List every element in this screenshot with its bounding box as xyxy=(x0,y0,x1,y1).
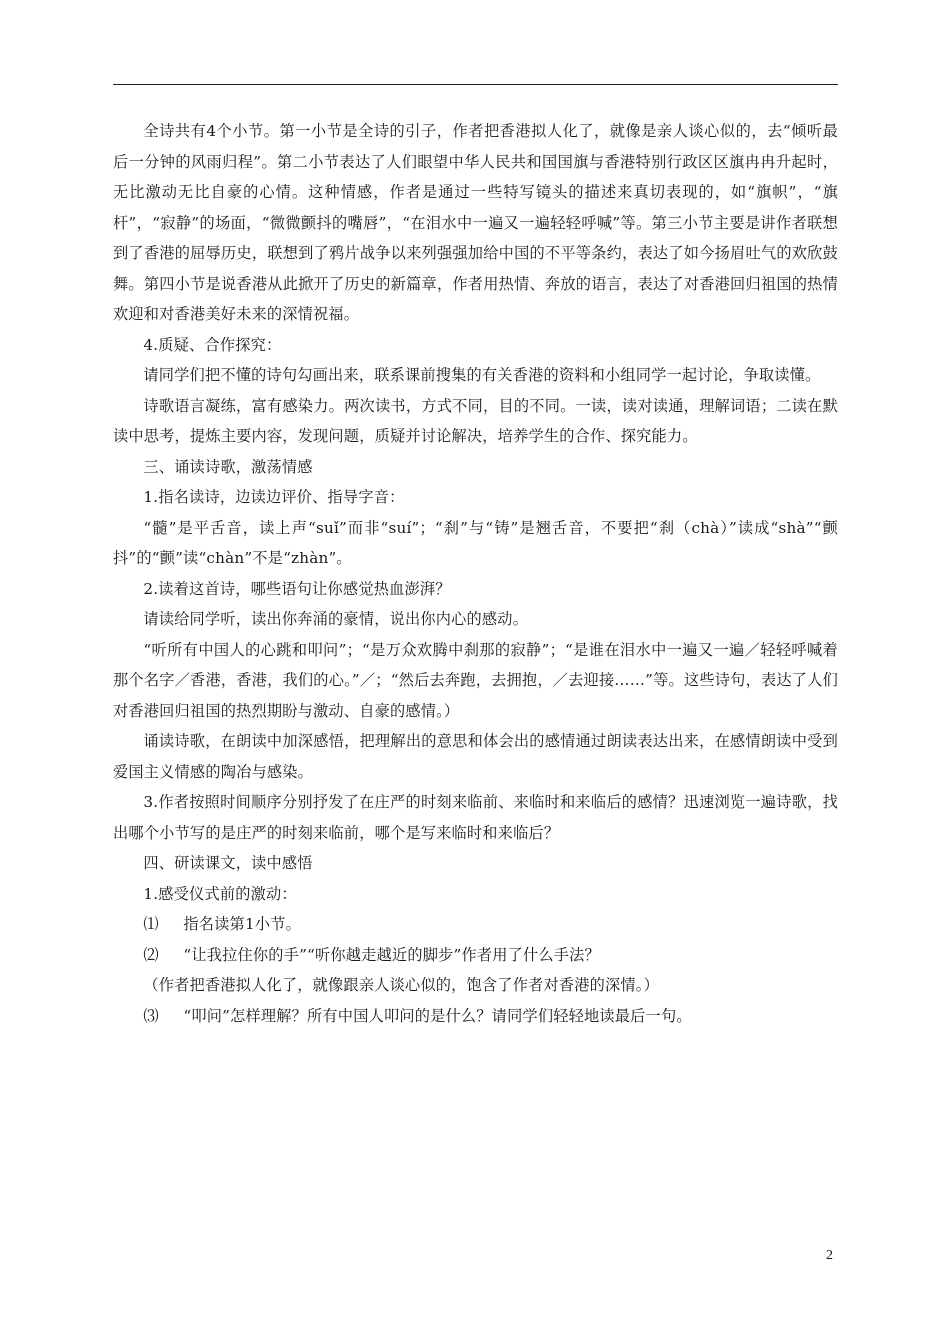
numbered-item xyxy=(113,940,838,971)
item-number: ⑶ xyxy=(143,1006,159,1025)
section-heading: 1.指名读诗，边读边评价、指导字音： xyxy=(143,488,405,506)
item-text: “让我拉住你的手”“听你越走越近的脚步”作者用了什么手法？ xyxy=(183,945,600,964)
paragraph: “听所有中国人的心跳和叩问”；“是万众欢腾中刹那的寂静”；“是谁在泪水中一遍又一遍／轻轻呼喊着那个名字／香港，香港，我们的心。”／；“然后去奔跑，去拥抱，／去迎接……”等。这些诗句，表达了人们对香港回归祖国的热烈期盼与激动、自豪的感情。） xyxy=(113,640,838,720)
header-rule xyxy=(113,84,838,85)
section-heading: 三、诵读诗歌，激荡情感 xyxy=(143,457,313,476)
item-number: ⑴ xyxy=(143,915,159,933)
numbered-item xyxy=(113,909,838,940)
numbered-item xyxy=(113,1001,838,1032)
item-text: 指名读第1小节。 xyxy=(183,915,301,933)
paragraph: 诵读诗歌，在朗读中加深感悟，把理解出的意思和体会出的感情通过朗读表达出来，在感情朗读中受到爱国主义情感的陶冶与感染。 xyxy=(113,732,838,781)
body-text xyxy=(113,116,838,1031)
paragraph: 全诗共有4个小节。第一小节是全诗的引子，作者把香港拟人化了，就像是亲人谈心似的，去“倾听最后一分钟的风雨归程”。第二小节表达了人们眼望中华人民共和国国旗与香港特别行政区区旗冉冉升起时，无比激动无比自豪的心情。这种情感，作者是通过一些特写镜头的描述来真切表现的，如“旗帜”，“旗杆”，“寂静”的场面，“微微颤抖的嘴唇”，“在泪水中一遍又一遍轻轻呼喊”等。第三小节主要是讲作者联想到了香港的屈辱历史，联想到了鸦片战争以来列强强加给中国的不平等条约，表达了如今扬眉吐气的欢欣鼓舞。第四小节是说香港从此掀开了历史的新篇章，作者用热情、奔放的语言，表达了对香港回归祖国的热情欢迎和对香港美好未来的深情祝福。 xyxy=(113,122,838,323)
section-heading: 4.质疑、合作探究： xyxy=(143,335,282,354)
item-number: ⑵ xyxy=(143,945,159,964)
section-heading: 四、研读课文，读中感悟 xyxy=(143,854,313,872)
paragraph-line: 请读给同学听，读出你奔涌的豪情，说出你内心的感动。 xyxy=(143,610,529,628)
section-heading: 1.感受仪式前的激动： xyxy=(143,884,297,903)
paragraph-line: （作者把香港拟人化了，就像跟亲人谈心似的，饱含了作者对香港的深情。） xyxy=(143,976,659,994)
section-heading: 2.读着这首诗，哪些语句让你感觉热血澎湃？ xyxy=(143,579,451,598)
item-text: “叩问”怎样理解？所有中国人叩问的是什么？请同学们轻轻地读最后一句。 xyxy=(183,1006,692,1025)
paragraph: 3.作者按照时间顺序分别抒发了在庄严的时刻来临前、来临时和来临后的感情？迅速浏览一遍诗歌，找出哪个小节写的是庄严的时刻来临前，哪个是写来临时和来临后？ xyxy=(113,793,838,842)
page-number: 2 xyxy=(826,1248,833,1263)
paragraph: 诗歌语言凝练，富有感染力。两次读书，方式不同，目的不同。一读，读对读通，理解词语；二读在默读中思考，提炼主要内容，发现问题，质疑并讨论解决，培养学生的合作、探究能力。 xyxy=(113,396,838,445)
paragraph: 请同学们把不懂的诗句勾画出来，联系课前搜集的有关香港的资料和小组同学一起讨论，争取读懂。 xyxy=(143,366,821,384)
paragraph: “髓”是平舌音，读上声“suǐ”而非“suí”；“刹”与“铸”是翘舌音，不要把“刹（chà）”读成“shà”“颤抖”的“颤”读“chàn”不是“zhàn”。 xyxy=(113,518,838,567)
